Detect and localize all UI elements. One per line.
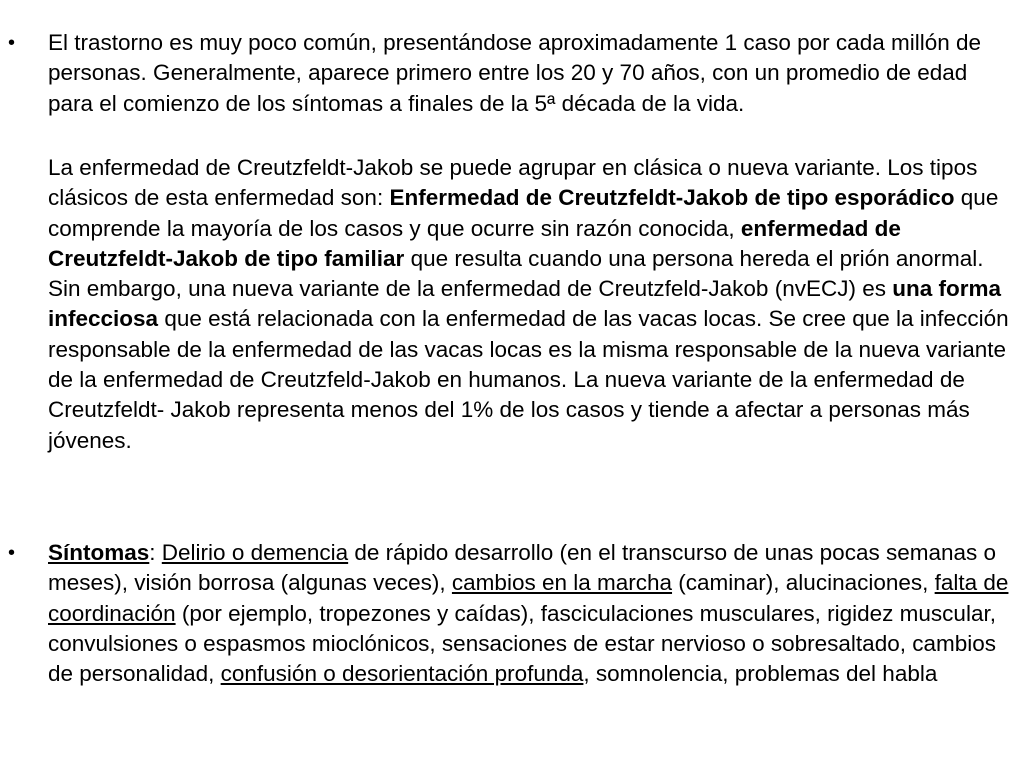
- paragraph-text: que resulta cuando una persona hereda el prión anormal. Sin embargo, una nueva variante de la enfermedad de Creutzfeld-Jakob (nvECJ) es: [48, 245, 984, 302]
- underlined-term-coordination: falta de coordinación: [48, 570, 1009, 626]
- bold-term-familial: enfermedad de Creutzfeldt-Jakob de tipo familiar: [48, 215, 901, 271]
- paragraph-text: que comprende la mayoría de los casos y que ocurre sin razón conocida,: [48, 185, 999, 241]
- paragraph-text: de rápido desarrollo (en el transcurso de unas pocas semanas o meses), visión borrosa (algunas veces),: [48, 540, 997, 596]
- paragraph-text: La enfermedad de Creutzfeldt-Jakob se puede agrupar en clásica o nueva variante. Los tipos clásicos de esta enfermedad son:: [48, 155, 978, 211]
- bold-term-sporadic: Enfermedad de Creutzfeldt-Jakob de tipo esporádico: [389, 185, 955, 211]
- underlined-term-delirium: Delirio o demencia: [161, 540, 349, 565]
- paragraph-symptoms: [48, 538, 1016, 689]
- paragraph-text: (caminar), alucinaciones,: [672, 570, 935, 596]
- bold-term-infectious: una forma infecciosa: [48, 276, 1001, 332]
- underlined-term-gait: cambios en la marcha: [451, 570, 673, 596]
- paragraph-types: [48, 153, 1016, 456]
- paragraph-epidemiology: [48, 28, 1016, 119]
- paragraph-text: :: [149, 540, 162, 565]
- bullet-marker: •: [8, 542, 16, 564]
- bullet-marker: •: [8, 32, 16, 54]
- underlined-term-confusion: confusión o desorientación profunda: [220, 661, 584, 687]
- paragraph-text: , somnolencia, problemas del habla: [583, 661, 938, 687]
- symptoms-heading: Síntomas: [48, 540, 150, 565]
- paragraph-text: (por ejemplo, tropezones y caídas), fasciculaciones musculares, rigidez muscular, convulsiones o espasmos mioclónicos, sensaciones de estar nervioso o sobresaltado, cambios de personalidad,: [48, 600, 996, 687]
- paragraph-text: que está relacionada con la enfermedad de las vacas locas. Se cree que la infección responsable de la enfermedad de las vacas locas es la misma responsable de la nueva variante de la enfermedad de Creutzfeld-Jakob en humanos. La nueva variante de la enfermedad de Creutzfeldt- Jakob representa menos del 1% de los casos y tiende a afectar a personas más jóvenes.: [48, 306, 1009, 453]
- paragraph-text: El trastorno es muy poco común, presentándose aproximadamente 1 caso por cada millón de personas. Generalmente, aparece primero entre los 20 y 70 años, con un promedio de edad para el comienzo de los síntomas a finales de la 5ª década de la vida.: [48, 30, 982, 116]
